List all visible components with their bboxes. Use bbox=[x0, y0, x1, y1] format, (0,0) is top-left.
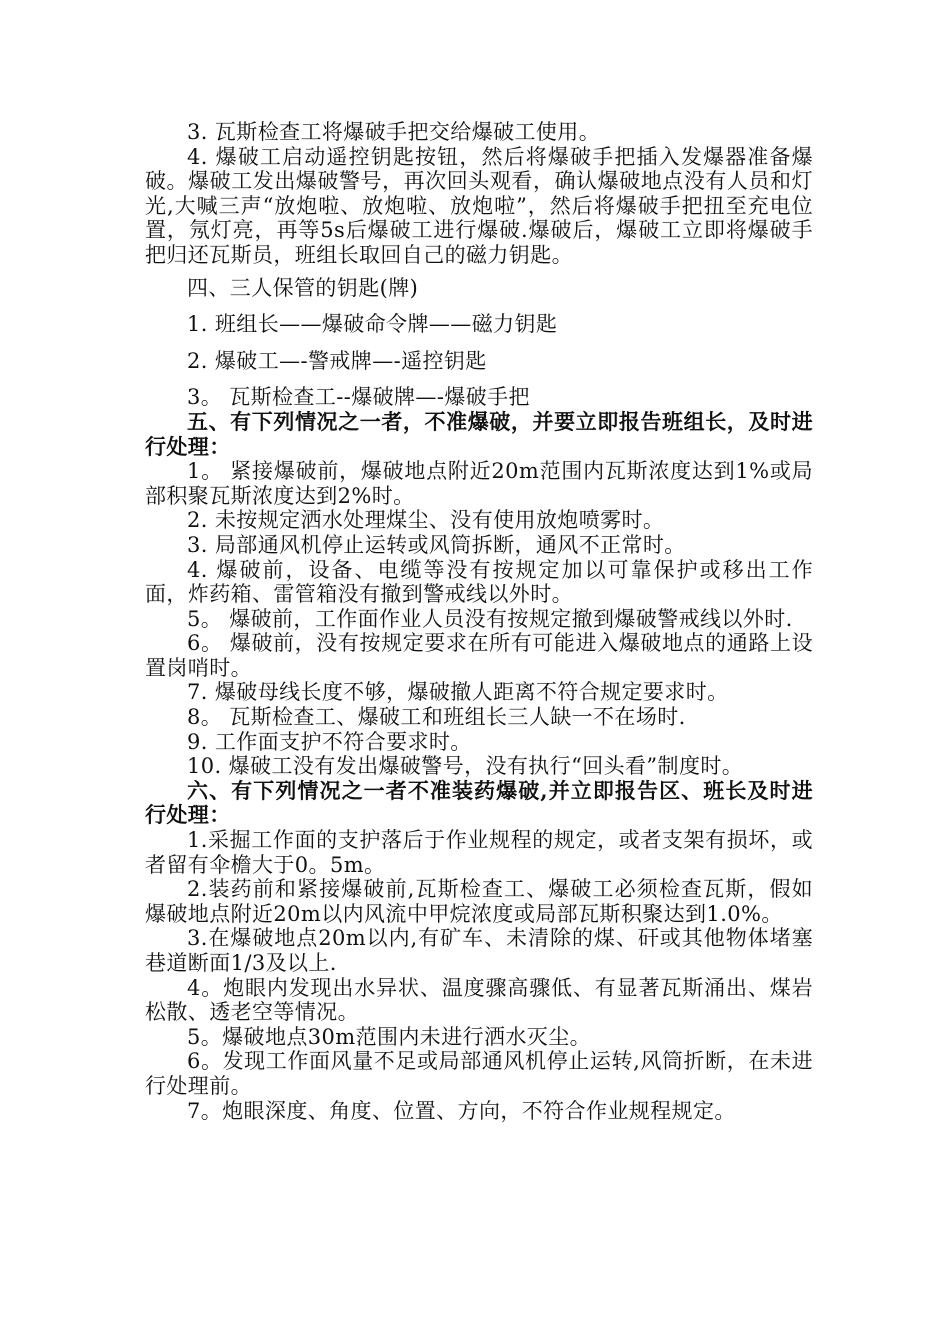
list-item-6-1: 1.采掘工作面的支护落后于作业规程的规定，或者支架有损坏，或者留有伞檐大于0。5m。 bbox=[145, 828, 813, 877]
list-item-5-6: 6。 爆破前，没有按规定要求在所有可能进入爆破地点的通路上设置岗哨时。 bbox=[145, 631, 813, 680]
list-item-6-3: 3.在爆破地点20m以内,有矿车、未清除的煤、矸或其他物体堵塞巷道断面1/3及以上. bbox=[145, 926, 813, 975]
key-item-3: 3。 瓦斯检查工--爆破牌—-爆破手把 bbox=[187, 385, 530, 410]
section-heading-5: 五、有下列情况之一者，不准爆破，并要立即报告班组长，及时进行处理： bbox=[145, 408, 813, 459]
list-item-6-2: 2.装药前和紧接爆破前,瓦斯检查工、爆破工必须检查瓦斯，假如爆破地点附近20m以内风流中甲烷浓度或局部瓦斯积聚达到1.0%。 bbox=[145, 877, 813, 926]
list-item-5-7: 7. 爆破母线长度不够，爆破撤人距离不符合规定要求时。 bbox=[187, 680, 729, 705]
paragraph-step-4: 4. 爆破工启动遥控钥匙按钮，然后将爆破手把插入发爆器准备爆破。爆破工发出爆破警号，再次回头观看，确认爆破地点没有人员和灯光,大喊三声“放炮啦、放炮啦、放炮啦”，然后将爆破手把扭至充电位置，氖灯亮，再等5s后爆破工进行爆破.爆破后，爆破工立即将爆破手把归还瓦斯员，班组长取回自己的磁力钥匙。 bbox=[145, 144, 813, 267]
key-item-1: 1. 班组长——爆破命令牌——磁力钥匙 bbox=[187, 312, 558, 337]
key-item-2: 2. 爆破工—-警戒牌—-遥控钥匙 bbox=[187, 348, 487, 373]
list-item-5-8: 8。 瓦斯检查工、爆破工和班组长三人缺一不在场时. bbox=[187, 705, 686, 730]
list-item-5-5: 5。 爆破前，工作面作业人员没有按规定撤到爆破警戒线以外时. bbox=[187, 606, 793, 631]
section-heading-6: 六、有下列情况之一者不准装药爆破,并立即报告区、班长及时进行处理： bbox=[145, 777, 813, 828]
list-item-5-9: 9. 工作面支护不符合要求时。 bbox=[187, 729, 472, 754]
list-item-5-4: 4. 爆破前，设备、电缆等没有按规定加以可靠保护或移出工作面，炸药箱、雷管箱没有撤到警戒线以外时。 bbox=[145, 557, 813, 607]
list-item-6-4: 4。炮眼内发现出水异状、温度骤高骤低、有显著瓦斯涌出、煤岩松散、透老空等情况。 bbox=[145, 975, 813, 1025]
list-item-5-3: 3. 局部通风机停止运转或风筒拆断，通风不正常时。 bbox=[187, 532, 686, 557]
list-item-6-7: 7。炮眼深度、角度、位置、方向，不符合作业规程规定。 bbox=[187, 1098, 736, 1123]
section-heading-4: 四、三人保管的钥匙(牌) bbox=[187, 275, 419, 300]
list-item-6-6: 6。发现工作面风量不足或局部通风机停止运转,风筒折断，在未进行处理前。 bbox=[145, 1049, 813, 1098]
list-item-5-1: 1。 紧接爆破前，爆破地点附近20m范围内瓦斯浓度达到1%或局部积聚瓦斯浓度达到2%时。 bbox=[145, 459, 813, 508]
list-item-5-10: 10. 爆破工没有发出爆破警号，没有执行“回头看”制度时。 bbox=[187, 754, 744, 779]
document-page bbox=[145, 120, 813, 1123]
list-item-5-2: 2. 未按规定洒水处理煤尘、没有使用放炮喷雾时。 bbox=[187, 508, 665, 533]
list-item-6-5: 5。爆破地点30m范围内未进行洒水灭尘。 bbox=[187, 1024, 591, 1049]
paragraph-step-3: 3. 瓦斯检查工将爆破手把交给爆破工使用。 bbox=[187, 120, 601, 144]
